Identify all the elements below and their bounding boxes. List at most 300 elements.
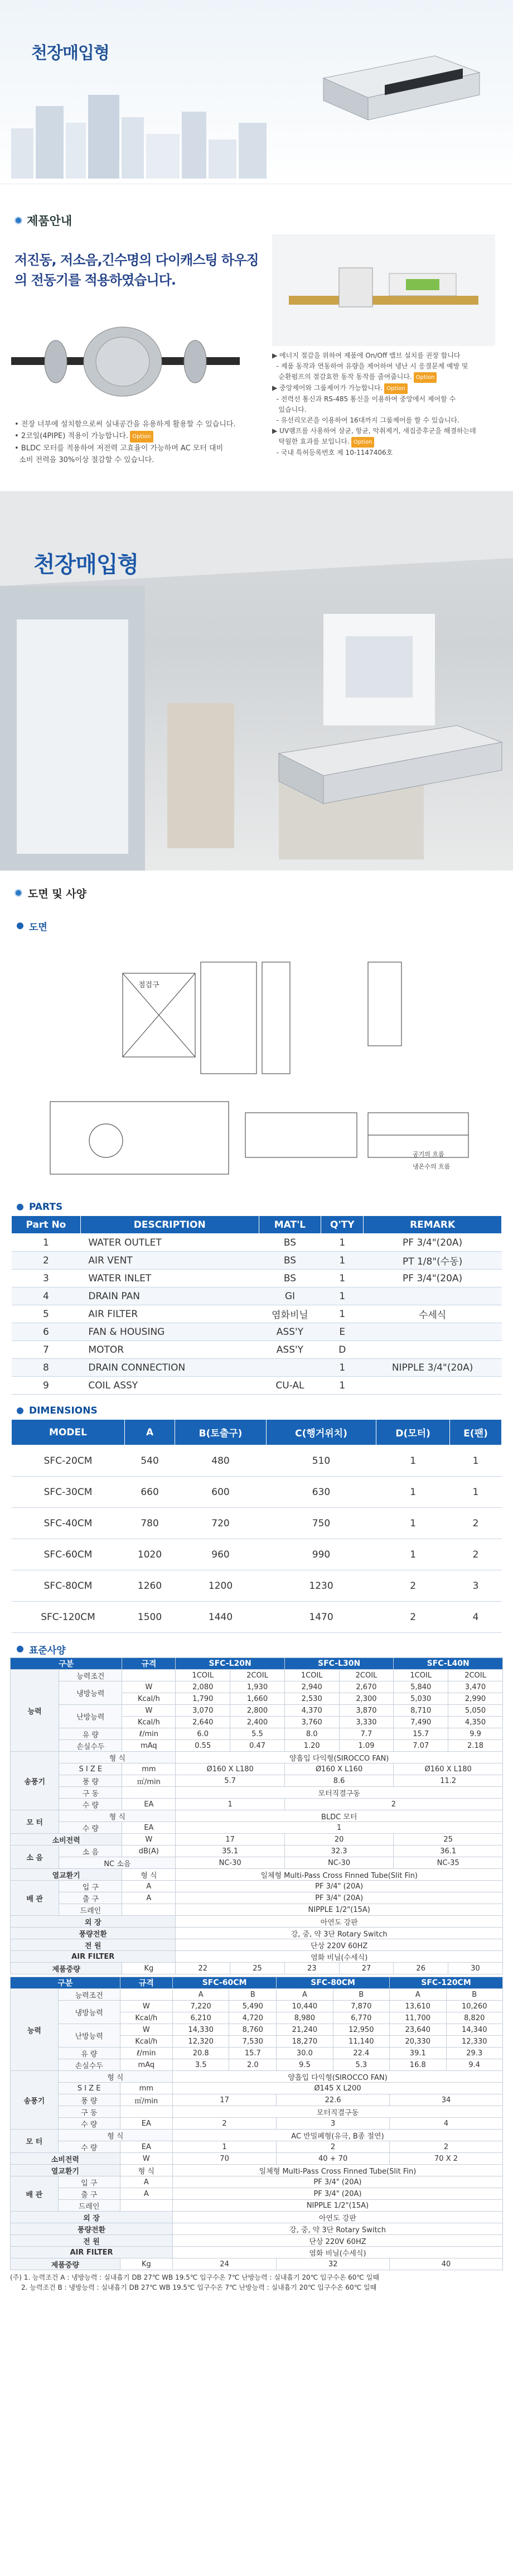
spec-cell: Ø160 X L180 xyxy=(176,1763,284,1775)
spec-row xyxy=(11,2153,503,2165)
dims-header: E(팬) xyxy=(450,1420,502,1445)
dims-row xyxy=(12,1539,502,1570)
spec-row xyxy=(11,1857,503,1869)
spec-cell: 24 xyxy=(172,2258,276,2270)
spec-cell: 4,720 xyxy=(229,2012,277,2024)
dims-cell: 4 xyxy=(450,1602,502,1633)
motor-fan-image xyxy=(11,318,240,410)
spec-row xyxy=(11,1977,503,1989)
parts-cell: PT 1/8"(수동) xyxy=(364,1252,502,1270)
spec-row xyxy=(11,1834,503,1846)
spec-cell: 냉방능력 xyxy=(59,1681,122,1705)
parts-cell xyxy=(364,1287,502,1305)
left-notes xyxy=(14,419,260,466)
spec-cell: 2COIL xyxy=(230,1670,285,1681)
spec-cell: 9.4 xyxy=(446,2059,503,2071)
dims-cell: SFC-120CM xyxy=(12,1602,125,1633)
spec-cell: EA xyxy=(122,1799,176,1810)
spec-cell: 모 터 xyxy=(11,1810,59,1834)
parts-cell: WATER INLET xyxy=(80,1270,259,1287)
spec-cell: 능력조건 xyxy=(59,1670,122,1681)
spec-cell: EA xyxy=(120,2118,172,2130)
spec-cell: 모터직결구동 xyxy=(176,1787,503,1799)
spec-cell: 2,990 xyxy=(448,1693,503,1705)
dims-cell: 1 xyxy=(450,1477,502,1508)
hero-title: 천장매입형 xyxy=(31,44,109,63)
spec-row xyxy=(11,1670,503,1681)
spec-row xyxy=(11,2176,503,2188)
spec-cell: 8.0 xyxy=(284,1728,339,1740)
dims-cell: 660 xyxy=(125,1477,175,1508)
spec-cell: W xyxy=(122,1681,176,1693)
spec-cell: 10,440 xyxy=(277,2001,333,2012)
spec-cell: 드레인 xyxy=(58,2200,120,2212)
note-line: • 전장 너부에 설치함으로써 실내공간을 유용하게 활용할 수 있습니다. xyxy=(14,420,236,429)
spec-cell: 모터직결구동 xyxy=(172,2106,502,2118)
parts-header: REMARK xyxy=(364,1216,502,1234)
spec-cell: 22.6 xyxy=(277,2094,390,2106)
spec-cell: 1.20 xyxy=(284,1740,339,1752)
spec-cell: 13,610 xyxy=(390,2001,446,2012)
dims-cell: 2 xyxy=(376,1570,450,1602)
spec-row xyxy=(11,2200,503,2212)
spec-cell: 32.3 xyxy=(284,1846,393,1857)
spec-cell: mAq xyxy=(120,2059,172,2071)
spec-table-2 xyxy=(10,1977,503,2270)
spec-cell: 25 xyxy=(230,1963,285,1974)
spec-cell: 능력 xyxy=(11,1989,59,2071)
spec-cell: PF 3/4" (20A) xyxy=(172,2188,502,2200)
spec-cell: 풍 량 xyxy=(58,2094,120,2106)
spec-cell: ㎥/min xyxy=(122,1775,176,1787)
dims-cell: SFC-30CM xyxy=(12,1477,125,1508)
spec-row xyxy=(11,1989,503,2001)
spec-cell xyxy=(122,1904,176,1916)
spec-cell: 17 xyxy=(172,2094,276,2106)
parts-cell: 2 xyxy=(12,1252,81,1270)
headline-line-1: 저진동, 저소음,긴수명의 다이캐스팅 하우징 xyxy=(14,252,259,268)
note-line: • 2코일(4PIPE) 적용이 가능합니다. Option xyxy=(14,430,260,443)
spec-cell: 제품중량 xyxy=(11,1963,122,1974)
spec-cell: NIPPLE 1/2"(15A) xyxy=(176,1904,503,1916)
parts-cell: E xyxy=(321,1323,364,1341)
parts-row xyxy=(12,1305,502,1323)
spec-cell: 29.3 xyxy=(446,2048,503,2059)
dims-cell: 1 xyxy=(376,1477,450,1508)
spec-cell: 27 xyxy=(339,1963,394,1974)
parts-cell: CU-AL xyxy=(259,1377,321,1395)
spec-cell: 규격 xyxy=(122,1658,176,1670)
std-spec-heading xyxy=(0,1641,513,1657)
spec-cell: dB(A) xyxy=(122,1846,176,1857)
spec-cell: 3,760 xyxy=(284,1717,339,1728)
std-spec-title: 표준사양 xyxy=(29,1645,66,1656)
dims-cell: 1 xyxy=(376,1508,450,1539)
parts-cell: AIR FILTER xyxy=(80,1305,259,1323)
svg-text:공기의 흐름: 공기의 흐름 xyxy=(413,1151,444,1158)
spec-cell: 4 xyxy=(390,2118,503,2130)
spec-cell: 수 량 xyxy=(58,2141,120,2153)
spec-row xyxy=(11,1928,503,1939)
spec-row xyxy=(11,1904,503,1916)
parts-row xyxy=(12,1234,502,1252)
spec-cell: W xyxy=(120,2024,172,2036)
spec-cell: 35.1 xyxy=(176,1846,284,1857)
spec-cell: EA xyxy=(122,1822,176,1834)
drawing-title: 도면 xyxy=(29,921,47,933)
spec-cell: 1.09 xyxy=(339,1740,394,1752)
spec-cell: ℓ/min xyxy=(122,1728,176,1740)
spec-cell: 2,940 xyxy=(284,1681,339,1693)
spec-cell: 형 식 xyxy=(58,2071,172,2083)
spec-cell: 1COIL xyxy=(176,1670,230,1681)
spec-row xyxy=(11,1705,503,1717)
parts-cell xyxy=(364,1341,502,1359)
spec-cell: 7.7 xyxy=(339,1728,394,1740)
parts-cell: 8 xyxy=(12,1359,81,1377)
spec-cell: 14,330 xyxy=(172,2024,229,2036)
spec-cell: 1,660 xyxy=(230,1693,285,1705)
dims-cell: 780 xyxy=(125,1508,175,1539)
spec-cell: 34 xyxy=(390,2094,503,2106)
note-line: • BLDC 모터를 적용하여 저전력 고효율이 가능하며 AC 모터 대비 xyxy=(14,444,224,453)
room-photo-banner xyxy=(0,491,513,871)
spec-cell: 열교환기 xyxy=(11,2165,120,2176)
spec-cell: 형 식 xyxy=(120,2165,172,2176)
room-title: 천장매입형 xyxy=(33,552,139,578)
spec-cell: PF 3/4" (20A) xyxy=(176,1892,503,1904)
spec-row xyxy=(11,1892,503,1904)
parts-cell: FAN & HOUSING xyxy=(80,1323,259,1341)
spec-cell: SFC-L20N xyxy=(176,1658,284,1670)
dims-cell: 510 xyxy=(266,1445,376,1477)
spec-cell: 7,220 xyxy=(172,2001,229,2012)
spec-cell: 2.18 xyxy=(448,1740,503,1752)
dims-title: DIMENSIONS xyxy=(29,1405,98,1416)
dims-row xyxy=(12,1477,502,1508)
dot-icon xyxy=(17,922,23,929)
spec-cell: 7,530 xyxy=(229,2036,277,2048)
spec-cell: 외 장 xyxy=(11,2212,173,2223)
spec-row xyxy=(11,2212,503,2223)
spec-cell: W xyxy=(122,1834,176,1846)
spec-cell: 양흡입 다익형(SIROCCO FAN) xyxy=(176,1752,503,1763)
dims-row xyxy=(12,1570,502,1602)
spec-cell xyxy=(122,1787,176,1799)
spec-cell: 배 관 xyxy=(11,1881,59,1916)
spec-cell: NC-30 xyxy=(176,1857,284,1869)
spec-cell: 외 장 xyxy=(11,1916,176,1928)
spec-cell: 2 xyxy=(284,1799,502,1810)
spec-cell: 드레인 xyxy=(59,1904,122,1916)
spec-cell: 5,840 xyxy=(394,1681,448,1693)
dot-icon xyxy=(17,1204,23,1210)
dims-cell: 1 xyxy=(376,1445,450,1477)
spec-cell: mm xyxy=(122,1763,176,1775)
spec-cell: 17 xyxy=(176,1834,284,1846)
spec-cell: 난방능력 xyxy=(59,1705,122,1728)
spec-cell: B xyxy=(333,1989,389,2001)
spec-cell: 송풍기 xyxy=(11,2071,59,2130)
spec-cell: 구분 xyxy=(11,1658,122,1670)
spec-cell: AIR FILTER xyxy=(11,1951,176,1963)
product-info xyxy=(0,229,513,464)
parts-header: DESCRIPTION xyxy=(80,1216,259,1234)
city-illustration xyxy=(11,95,273,179)
spec-cell: A xyxy=(122,1881,176,1892)
spec-cell: 소 음 xyxy=(11,1846,59,1869)
spec-cell: 40 + 70 xyxy=(277,2153,390,2165)
spec-cell: 2,300 xyxy=(339,1693,394,1705)
spec-cell: 11,700 xyxy=(390,2012,446,2024)
spec-row xyxy=(11,2106,503,2118)
dims-header: MODEL xyxy=(12,1420,125,1445)
spec-cell xyxy=(120,1989,172,2001)
spec-row xyxy=(11,2130,503,2141)
spec-cell: 손실수두 xyxy=(59,1740,122,1752)
spec-cell: 1COIL xyxy=(284,1670,339,1681)
dims-cell: 2 xyxy=(376,1602,450,1633)
footnote-2: 2. 능력조건 B : 냉방능력 : 실내흡기 DB 27℃ WB 19.5℃ 입구수온 7℃ 난방능력 : 실내흡기 20℃ 입구수온 60℃ 일때 xyxy=(21,2284,377,2291)
spec-cell: 8,820 xyxy=(446,2012,503,2024)
dims-row xyxy=(12,1508,502,1539)
spec-cell: AIR FILTER xyxy=(11,2247,173,2258)
parts-cell: 염화비닐 xyxy=(259,1305,321,1323)
spec-cell: 아연도 강판 xyxy=(172,2212,502,2223)
spec-cell: 5.7 xyxy=(176,1775,284,1787)
spec-cell: 10,260 xyxy=(446,2001,503,2012)
spec-cell: 3,330 xyxy=(339,1717,394,1728)
parts-cell: ASS'Y xyxy=(259,1323,321,1341)
spec-cell: 일체형 Multi-Pass Cross Finned Tube(Slit Fin) xyxy=(176,1869,503,1881)
spec-cell: Kcal/h xyxy=(120,2012,172,2024)
spec-cell: 1 xyxy=(172,2141,276,2153)
dims-cell: 990 xyxy=(266,1539,376,1570)
bullet-icon xyxy=(14,217,22,224)
spec-row xyxy=(11,2141,503,2153)
parts-cell xyxy=(259,1359,321,1377)
spec-cell: 40 xyxy=(390,2258,503,2270)
spec-cell: 1 xyxy=(176,1799,284,1810)
spec-cell: 풍 량 xyxy=(59,1775,122,1787)
dimensions-table xyxy=(11,1419,502,1633)
spec-cell: B xyxy=(446,1989,503,2001)
spec-cell: 단상 220V 60HZ xyxy=(172,2235,502,2247)
spec-cell: 8,710 xyxy=(394,1705,448,1717)
spec-row xyxy=(11,2094,503,2106)
spec-row xyxy=(11,1728,503,1740)
dims-cell: 960 xyxy=(175,1539,267,1570)
spec-cell: mAq xyxy=(122,1740,176,1752)
spec-cell: A xyxy=(120,2188,172,2200)
dims-cell: SFC-40CM xyxy=(12,1508,125,1539)
spec-cell: W xyxy=(122,1705,176,1717)
spec-cell: 풍량전환 xyxy=(11,1928,176,1939)
spec-cell: 2 xyxy=(172,2118,276,2130)
parts-cell: GI xyxy=(259,1287,321,1305)
parts-cell xyxy=(364,1323,502,1341)
parts-cell: 4 xyxy=(12,1287,81,1305)
parts-cell: 5 xyxy=(12,1305,81,1323)
spec-cell: 5.3 xyxy=(333,2059,389,2071)
spec-cell: NIPPLE 1/2"(15A) xyxy=(172,2200,502,2212)
spec-cell: 20.8 xyxy=(172,2048,229,2059)
parts-cell: 1 xyxy=(321,1234,364,1252)
dims-cell: 3 xyxy=(450,1570,502,1602)
spec-cell: 손실수두 xyxy=(58,2059,120,2071)
spec-cell: 소비전력 xyxy=(11,1834,122,1846)
dims-cell: SFC-60CM xyxy=(12,1539,125,1570)
spec-row xyxy=(11,1869,503,1881)
parts-cell: 6 xyxy=(12,1323,81,1341)
spec-row xyxy=(11,2059,503,2071)
spec-row xyxy=(11,1740,503,1752)
dims-cell: 720 xyxy=(175,1508,267,1539)
spec-cell: Ø160 X L180 xyxy=(394,1763,503,1775)
dims-cell: 1020 xyxy=(125,1539,175,1570)
parts-cell: DRAIN PAN xyxy=(80,1287,259,1305)
product-info-title: 제품안내 xyxy=(27,214,72,228)
spec-cell xyxy=(120,2200,172,2212)
spec-cell: A xyxy=(172,1989,229,2001)
spec-cell: 수 량 xyxy=(59,1799,122,1810)
headline-line-2: 의 전동기를 적용하였습니다. xyxy=(14,272,176,288)
parts-cell: WATER OUTLET xyxy=(80,1234,259,1252)
spec-cell: 형 식 xyxy=(59,1810,176,1822)
product-headline xyxy=(14,250,259,290)
spec-cell: 15.7 xyxy=(394,1728,448,1740)
spec-cell: 출 구 xyxy=(59,1892,122,1904)
spec-cell: NC-35 xyxy=(394,1857,503,1869)
spec-cell: A xyxy=(120,2176,172,2188)
spec-cell: 2,640 xyxy=(176,1717,230,1728)
spec-cell: 소비전력 xyxy=(11,2153,120,2165)
right-notes: ▶ 에너지 절감을 위하여 제품에 On/Off 밸브 설치를 권장 합니다 - 제품 동작과 연동하여 유량을 제어하여 냉난 시 응결문제 예방 및 순환펌프의 절감효한 동작 동작를 줄여줍니다. Option ▶ 중앙제어와 그룹제어가 가능합니다. Option - 전력선 통신과 RS-485 통신을 이용하여 중앙에서 제어할 수 있습니다. - 유선리모콘을 이용하여 16대까지 그룹제어를 할 수 있습니다. ▶ UV램프를 사용하여 살균, 항균, 악취제거, 새집증후군을 해결하는데 탁월한 효과를 보입니다. Option - 국내 특허등록번호 제 10-1147406호 xyxy=(272,352,476,456)
spec-cell: 20,330 xyxy=(390,2036,446,2048)
spec-cell: 일체형 Multi-Pass Cross Finned Tube(Slit Fin) xyxy=(172,2165,502,2176)
spec-row xyxy=(11,2258,503,2270)
spec-cell: SFC-120CM xyxy=(390,1977,503,1989)
dims-cell: 2 xyxy=(450,1539,502,1570)
hero-banner xyxy=(0,0,513,184)
spec-row xyxy=(11,1787,503,1799)
parts-header: Part No xyxy=(12,1216,81,1234)
spec-cell: 7.07 xyxy=(394,1740,448,1752)
spec-cell: BLDC 모터 xyxy=(176,1810,503,1822)
spec-cell: 39.1 xyxy=(390,2048,446,2059)
dims-cell: SFC-80CM xyxy=(12,1570,125,1602)
spec-cell: NC-30 xyxy=(284,1857,393,1869)
spec-cell: S I Z E xyxy=(59,1763,122,1775)
spec-row xyxy=(11,1799,503,1810)
spec-row xyxy=(11,2118,503,2130)
spec-row xyxy=(11,2024,503,2036)
parts-cell: BS xyxy=(259,1252,321,1270)
spec-cell: 형 식 xyxy=(59,1752,176,1763)
dims-row xyxy=(12,1445,502,1477)
parts-cell: COIL ASSY xyxy=(80,1377,259,1395)
parts-cell: 1 xyxy=(321,1359,364,1377)
spec-cell: 9.5 xyxy=(277,2059,333,2071)
spec-row xyxy=(11,2048,503,2059)
spec-cell: A xyxy=(277,1989,333,2001)
parts-header: Q'TY xyxy=(321,1216,364,1234)
parts-header: MAT'L xyxy=(259,1216,321,1234)
spec-cell: 3,470 xyxy=(448,1681,503,1693)
spec-cell: ℓ/min xyxy=(120,2048,172,2059)
dims-cell: 630 xyxy=(266,1477,376,1508)
spec-row xyxy=(11,1963,503,1974)
dims-cell: 1200 xyxy=(175,1570,267,1602)
parts-cell: MOTOR xyxy=(80,1341,259,1359)
parts-cell: 1 xyxy=(321,1270,364,1287)
parts-cell: 3 xyxy=(12,1270,81,1287)
parts-cell: PF 3/4"(20A) xyxy=(364,1270,502,1287)
parts-cell: PF 3/4"(20A) xyxy=(364,1234,502,1252)
spec-cell: 2.0 xyxy=(229,2059,277,2071)
note-line: 소비 전력을 30%이상 절감할 수 있습니다. xyxy=(19,456,154,464)
spec-cell: 염화 비닐(수세식) xyxy=(176,1951,503,1963)
spec-cell: 8.6 xyxy=(284,1775,393,1787)
spec-cell: 6.0 xyxy=(176,1728,230,1740)
spec-cell: 모 터 xyxy=(11,2130,59,2153)
valve-image xyxy=(272,234,495,346)
svg-text:냉온수의 흐름: 냉온수의 흐름 xyxy=(413,1163,451,1170)
spec-cell: ㎥/min xyxy=(120,2094,172,2106)
parts-row xyxy=(12,1270,502,1287)
parts-cell: AIR VENT xyxy=(80,1252,259,1270)
spec-row xyxy=(11,2083,503,2094)
spec-cell xyxy=(120,2106,172,2118)
spec-cell: 2 xyxy=(277,2141,390,2153)
parts-row xyxy=(12,1252,502,1270)
parts-cell: BS xyxy=(259,1270,321,1287)
parts-row xyxy=(12,1377,502,1395)
spec-cell: 4,370 xyxy=(284,1705,339,1717)
spec-cell: 4,350 xyxy=(448,1717,503,1728)
dims-cell: SFC-20CM xyxy=(12,1445,125,1477)
spec-cell: 14,340 xyxy=(446,2024,503,2036)
spec-cell: Ø160 X L160 xyxy=(284,1763,393,1775)
spec-cell: 2,670 xyxy=(339,1681,394,1693)
parts-cell: ASS'Y xyxy=(259,1341,321,1359)
spec-cell: 8,980 xyxy=(277,2012,333,2024)
spec-cell: 3,870 xyxy=(339,1705,394,1717)
spec-row xyxy=(11,2165,503,2176)
spec-row xyxy=(11,2247,503,2258)
parts-cell: NIPPLE 3/4"(20A) xyxy=(364,1359,502,1377)
spec-cell: 2COIL xyxy=(448,1670,503,1681)
spec-cell: B xyxy=(229,1989,277,2001)
spec-cell: 8,760 xyxy=(229,2024,277,2036)
spec-cell: 유 량 xyxy=(59,1728,122,1740)
spec-cell: 26 xyxy=(394,1963,448,1974)
spec-cell: 1,790 xyxy=(176,1693,230,1705)
spec-cell: W xyxy=(120,2153,172,2165)
dims-cell: 1 xyxy=(450,1445,502,1477)
spec-cell: 12,330 xyxy=(446,2036,503,2048)
option-badge: Option xyxy=(384,383,407,394)
spec-cell: S I Z E xyxy=(58,2083,120,2094)
spec-cell: 형 식 xyxy=(58,2130,172,2141)
dims-cell: 1500 xyxy=(125,1602,175,1633)
spec-cell: NC 소음 xyxy=(59,1857,176,1869)
spec-row xyxy=(11,1658,503,1670)
spec-table-1 xyxy=(10,1657,503,1974)
spec-cell: 9.9 xyxy=(448,1728,503,1740)
parts-title: PARTS xyxy=(29,1202,63,1213)
spec-cell: 강, 중, 약 3단 Rotary Switch xyxy=(176,1928,503,1939)
